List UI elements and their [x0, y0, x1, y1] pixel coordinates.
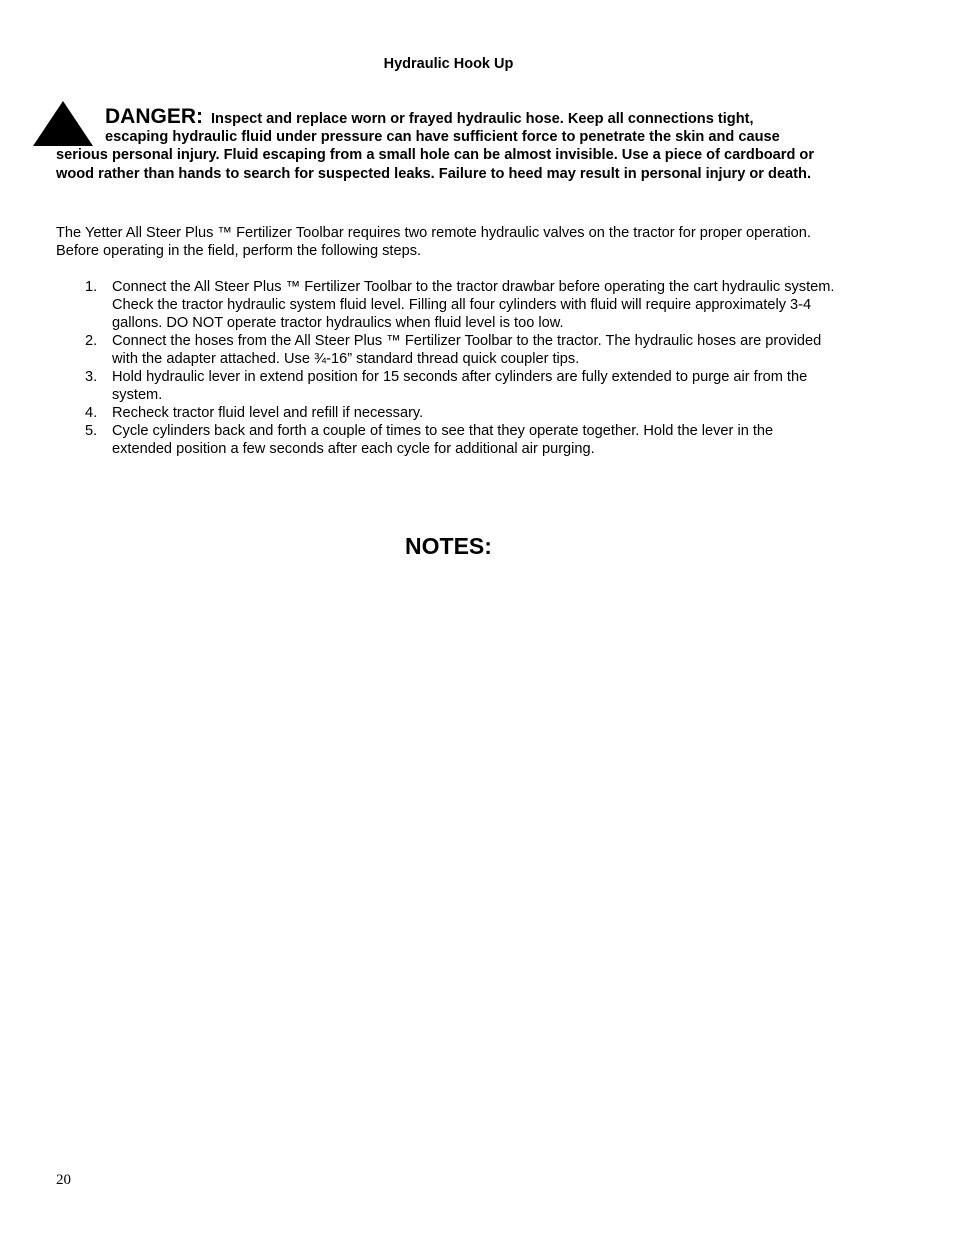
- intro-paragraph: The Yetter All Steer Plus ™ Fertilizer Toolbar requires two remote hydraulic valves on the tractor for proper operation. Before operating in the field, perform the following steps.: [56, 225, 811, 259]
- step-text: Connect the All Steer Plus ™ Fertilizer Toolbar to the tractor drawbar before operating the cart hydraulic system. Check the tractor hydraulic system fluid level. Filling all four cylinders with fluid will require approximately 3-4 gallons. DO NOT operate tractor hydraulics when fluid level is too low.: [112, 279, 835, 331]
- danger-first-line: [105, 105, 856, 128]
- hookup-steps-list: [56, 278, 856, 458]
- list-item: [56, 422, 836, 458]
- list-item: [56, 278, 836, 332]
- danger-text-rest: serious personal injury. Fluid escaping from a small hole can be almost invisible. Use a piece of cardboard or wood rather than hands to search for suspected leaks. Failure to heed may result in personal injury or death.: [56, 147, 815, 182]
- step-text: Recheck tractor fluid level and refill if necessary.: [112, 405, 424, 421]
- danger-text-line2: escaping hydraulic fluid under pressure can have sufficient force to penetrate the skin and cause: [105, 129, 780, 146]
- step-text: Connect the hoses from the All Steer Plus ™ Fertilizer Toolbar to the tractor. The hydraulic hoses are provided with the adapter attached. Use ¾-16” standard thread quick coupler tips.: [112, 333, 822, 367]
- danger-text-line1: Inspect and replace worn or frayed hydraulic hose. Keep all connections tight,: [211, 111, 754, 127]
- list-item: [56, 332, 836, 368]
- step-text: Cycle cylinders back and forth a couple of times to see that they operate together. Hold the lever in the extended position a few seconds after each cycle for additional air purging.: [112, 423, 774, 457]
- step-number: 4.: [85, 405, 98, 421]
- page-number: 20: [56, 1172, 71, 1188]
- page-title: Hydraulic Hook Up: [383, 56, 514, 72]
- list-item: [56, 368, 836, 404]
- step-text: Hold hydraulic lever in extend position for 15 seconds after cylinders are fully extended to purge air from the system.: [112, 369, 808, 403]
- step-number: 1.: [85, 279, 98, 295]
- step-number: 5.: [85, 423, 98, 439]
- step-number: 3.: [85, 369, 98, 385]
- danger-warning: [56, 105, 856, 183]
- danger-label: DANGER:: [105, 105, 203, 128]
- step-number: 2.: [85, 333, 98, 349]
- notes-heading: NOTES:: [405, 533, 492, 559]
- list-item: [56, 404, 836, 422]
